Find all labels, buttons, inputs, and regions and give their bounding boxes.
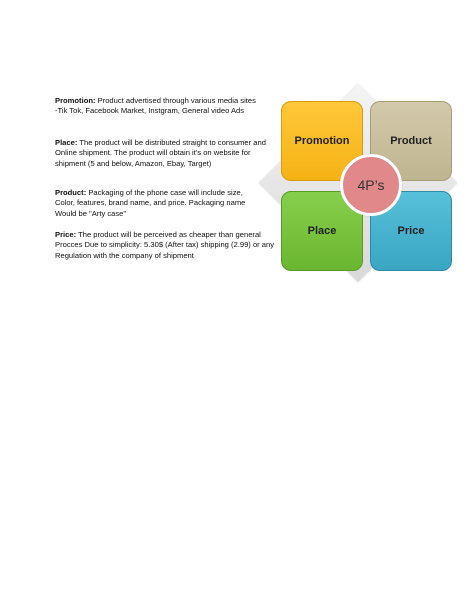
promotion-paragraph bbox=[55, 96, 256, 117]
price-box: Price bbox=[370, 191, 452, 271]
place-box: Place bbox=[281, 191, 363, 271]
promotion-label: Promotion: bbox=[55, 96, 96, 105]
place-label: Place: bbox=[55, 138, 78, 147]
center-circle: 4P’s bbox=[340, 154, 402, 216]
product-paragraph bbox=[55, 188, 245, 219]
promotion-text: Product advertised through various media sites -Tik Tok, Facebook Market, Instgram, General video Ads bbox=[55, 96, 256, 116]
product-text: Packaging of the phone case will include size, Color, features, brand name, and price. Packaging name Would be "Arty case" bbox=[55, 188, 246, 218]
place-text: The product will be distributed straight to consumer and Online shipment. The product will obtain it's on website for shipment (5 and below, Amazon, Ebay, Target) bbox=[55, 138, 266, 168]
promotion-box: Promotion bbox=[281, 101, 363, 181]
four-ps-diagram bbox=[258, 78, 458, 288]
place-paragraph bbox=[55, 138, 266, 169]
price-text: The product will be perceived as cheaper than general Procces Due to simplicity: 5.30$ (After tax) shipping (2.99) or any Regulation with the company of shipment bbox=[55, 230, 275, 260]
price-paragraph bbox=[55, 230, 274, 261]
product-label: Product: bbox=[55, 188, 87, 197]
product-box: Product bbox=[370, 101, 452, 181]
price-label: Price: bbox=[55, 230, 77, 239]
